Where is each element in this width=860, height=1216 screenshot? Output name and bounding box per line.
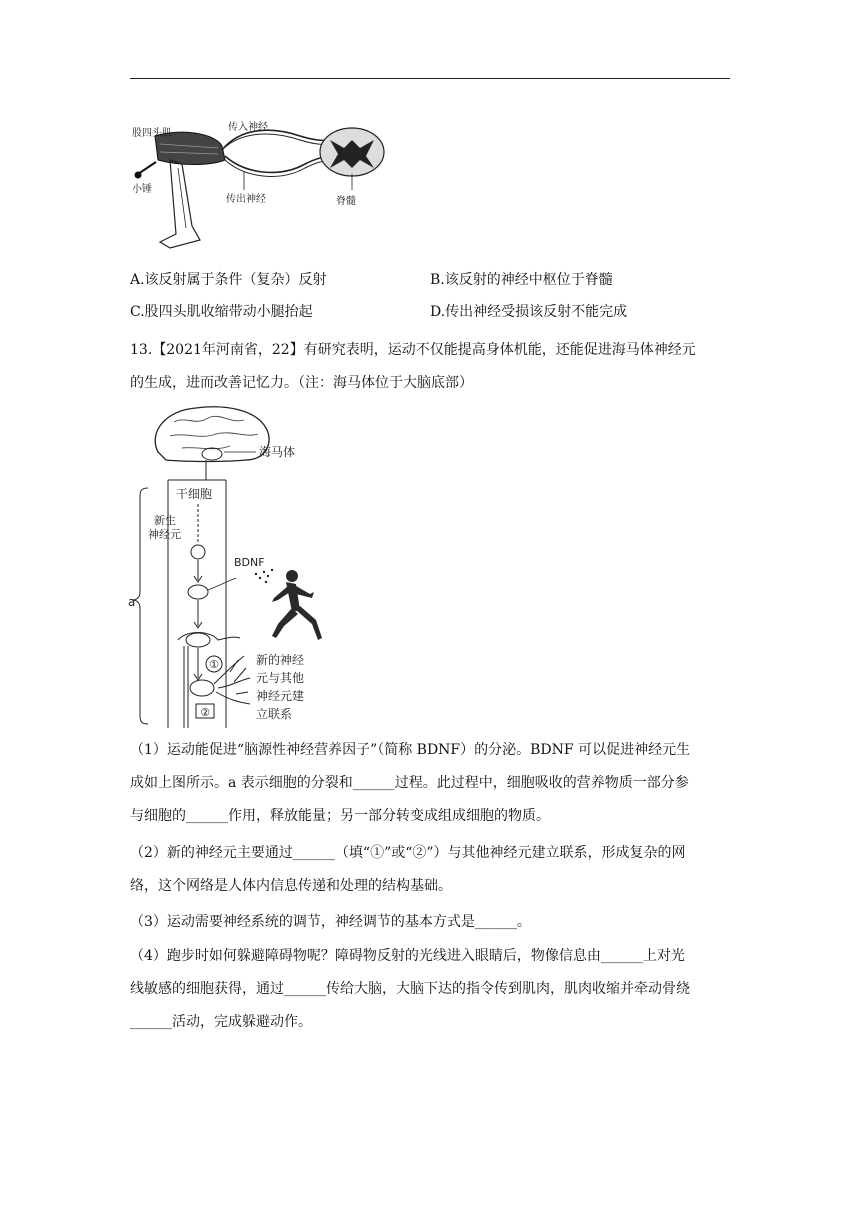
label-new-neuron-1: 新生: [154, 514, 176, 527]
sub-question-2: [130, 837, 742, 903]
label-new-neuron-2: 神经元: [148, 528, 181, 541]
label-efferent-nerve: 传出神经: [226, 194, 266, 205]
label-afferent-nerve: 传入神经: [228, 122, 268, 133]
label-circle-2: ②: [200, 706, 210, 719]
label-circle-1: ①: [209, 658, 219, 671]
question-13-line-1: 13.【2021年河南省，22】有研究表明，运动不仅能提高身体机能，还能促进海马体神经元: [130, 342, 696, 358]
runner-icon: [272, 570, 322, 640]
label-quadriceps: 股四头肌: [132, 128, 172, 139]
label-connect-3: 神经元建: [256, 689, 305, 703]
q1-line-3: 与细胞的______作用，释放能量；另一部分转变成组成细胞的物质。: [130, 808, 550, 824]
neurogenesis-figure: [126, 402, 326, 732]
sub-question-3: [130, 906, 742, 939]
q4-line-3: ______活动，完成躲避动作。: [130, 1014, 312, 1030]
option-d: D.传出神经受损该反射不能完成: [430, 304, 628, 320]
q3-line-1: （3）运动需要神经系统的调节，神经调节的基本方式是______。: [130, 914, 531, 930]
sub-question-1: [130, 734, 742, 833]
label-connect-1: 新的神经: [256, 653, 305, 667]
q2-line-1: （2）新的神经元主要通过______（填“①”或“②”）与其他神经元建立联系，形成复杂的网: [130, 845, 686, 861]
q2-line-2: 络，这个网络是人体内信息传递和处理的结构基础。: [130, 878, 452, 894]
question-13-intro: [130, 334, 742, 400]
sub-question-4: [130, 940, 742, 1039]
q1-line-1: （1）运动能促进“脑源性神经营养因子”（简称 BDNF）的分泌。BDNF 可以促进神经元生: [130, 742, 691, 758]
option-a: A.该反射属于条件（复杂）反射: [130, 272, 327, 288]
header-rule: [130, 78, 730, 79]
q4-line-1: （4）跑步时如何躲避障碍物呢？障碍物反射的光线进入眼睛后，物像信息由______上对光: [130, 948, 685, 964]
label-spinal-cord: 脊髓: [336, 196, 356, 207]
option-b: B.该反射的神经中枢位于脊髓: [430, 272, 613, 288]
label-hippocampus: 海马体: [259, 445, 296, 459]
option-c: C.股四头肌收缩带动小腿抬起: [130, 304, 313, 320]
q1-line-2: 成如上图所示。a 表示细胞的分裂和______过程。此过程中，细胞吸收的营养物质一部分参: [130, 775, 689, 791]
question-13-line-2: 的生成，进而改善记忆力。（注：海马体位于大脑底部）: [130, 375, 473, 391]
label-hammer: 小锤: [132, 184, 152, 195]
label-a: a: [128, 595, 136, 609]
q4-line-2: 线敏感的细胞获得，通过______传给大脑，大脑下达的指令传到肌肉，肌肉收缩并牵动骨绕: [130, 981, 690, 997]
label-connect-4: 立联系: [256, 707, 293, 721]
label-stem-cell: 干细胞: [176, 487, 213, 501]
label-bdnf: BDNF: [234, 556, 265, 569]
knee-reflex-figure: [130, 108, 390, 258]
label-connect-2: 元与其他: [256, 671, 305, 685]
